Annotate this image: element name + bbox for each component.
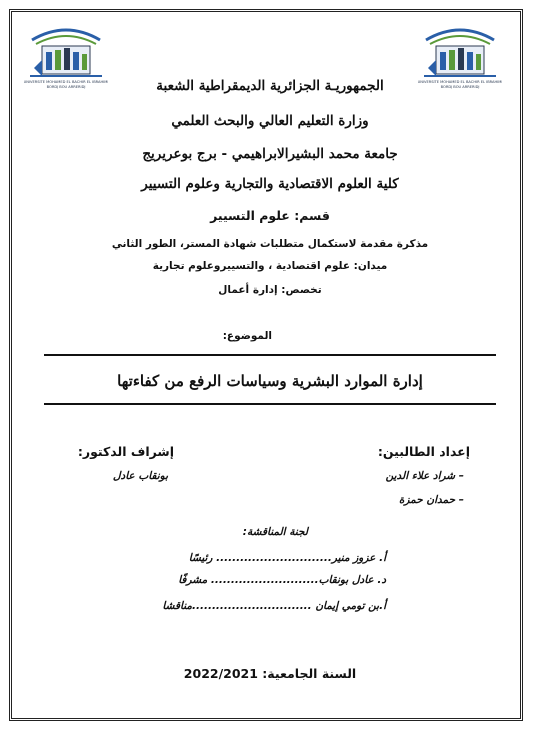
republic-line: الجمهوريـة الجزائرية الديمقراطية الشعبة — [156, 78, 384, 94]
supervisor-label: إشراف الدكتور: — [77, 444, 174, 459]
university-line: جامعة محمد البشيرالابراهيمي - برج بوعريريج — [142, 146, 398, 162]
committee-label: لجنة المناقشة: — [242, 526, 308, 538]
topic-title: إدارة الموارد البشرية وسياسات الرفع من كفاءتها — [117, 372, 423, 390]
faculty-line: كلية العلوم الاقتصادية والتجارية وعلوم التسيير — [141, 176, 399, 192]
department-line: قسم: علوم التسيير — [210, 208, 330, 223]
topic-rule-bottom — [44, 403, 496, 405]
committee-member-1: أ. عزوز منير............................. رئيسًا — [188, 552, 386, 564]
students-label: إعداد الطالبين: — [377, 444, 470, 459]
thesis-speciality: تخصص: إدارة أعمال — [218, 284, 322, 296]
academic-year: السنة الجامعية: 2022/2021 — [183, 666, 357, 681]
logo-caption-2: BORDJ BOU ARRERIDJ — [46, 85, 86, 89]
committee-member-2: د. عادل بونقاب........................... مشرفًا — [178, 574, 386, 586]
committee-member-3: أ.بن تومي إيمان ..............................مناقشا — [162, 600, 386, 612]
supervisor-name: بونقاب عادل — [112, 470, 168, 482]
topic-label: الموضوع: — [222, 330, 272, 342]
ministry-line: وزارة التعليم العالي والبحث العلمي — [171, 113, 369, 129]
student-name-1: – شراد علاء الدين — [385, 470, 464, 482]
logo-caption: UNIVERSITE MOHAMED EL BACHIR EL IBRAHIMI — [418, 80, 502, 84]
logo-caption-2: BORDJ BOU ARRERIDJ — [440, 85, 480, 89]
topic-rule-top — [44, 354, 496, 356]
thesis-field: ميدان: علوم اقتصادية ، والتسييروعلوم تجارية — [152, 260, 388, 272]
logo-caption: UNIVERSITE MOHAMED EL BACHIR EL IBRAHIMI — [24, 80, 108, 84]
thesis-statement: مذكرة مقدمة لاستكمال متطلبات شهادة المستر، الطور الثاني — [111, 238, 429, 250]
student-name-2: – حمدان حمزة — [398, 494, 464, 506]
